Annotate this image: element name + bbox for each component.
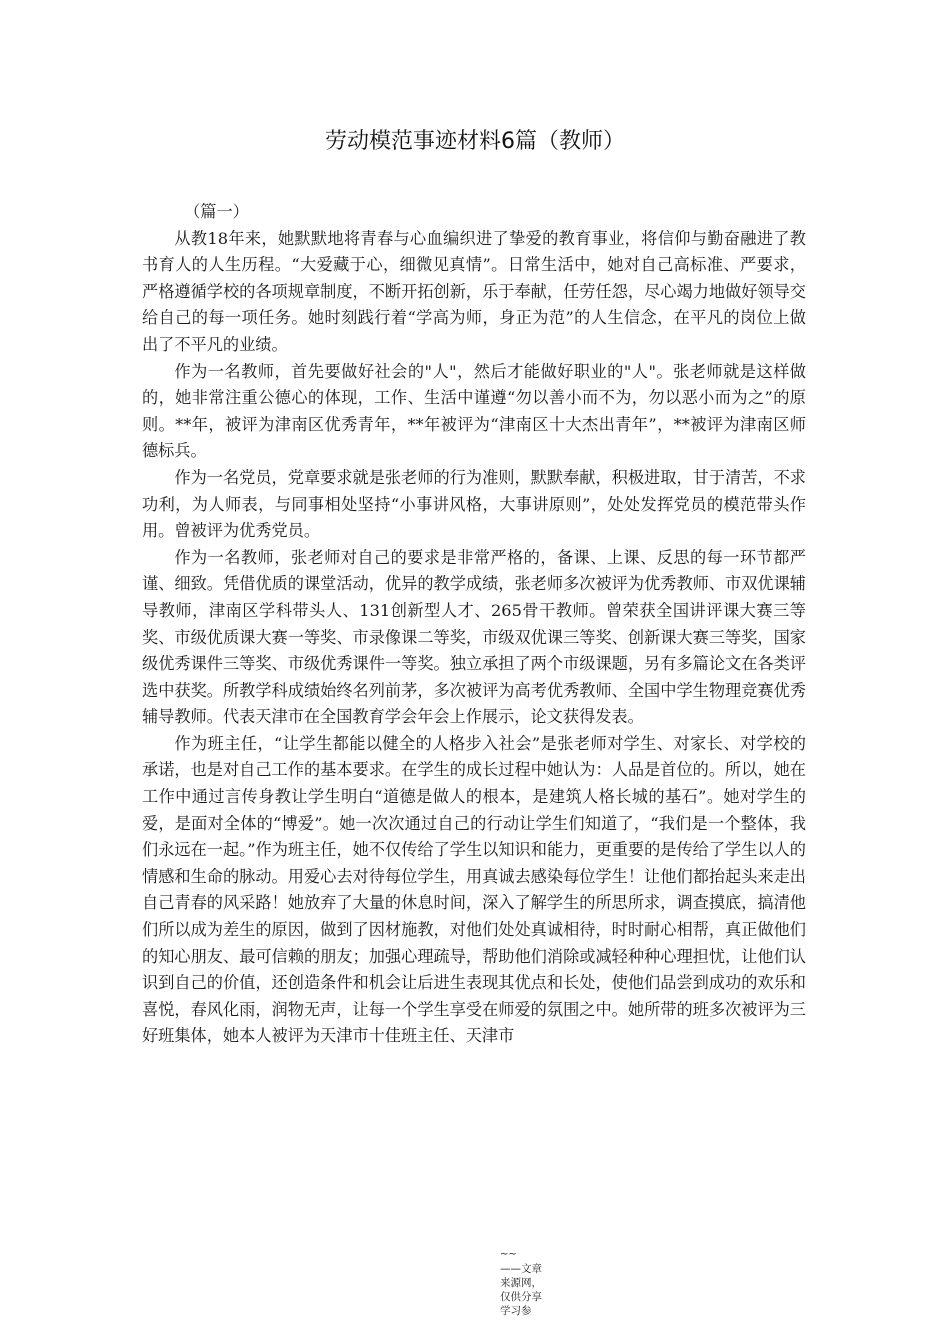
paragraph-5: 作为班主任，“让学生都能以健全的人格步入社会”是张老师对学生、对家长、对学校的承诺，也是对自己工作的基本要求。在学生的成长过程中她认为：人品是首位的。所以，她在工作中通过言传身教让学生明白“道德是做人的根本，是建筑人格长城的基石”。她对学生的爱，是面对全体的“博爱”。她一次次通过自己的行动让学生们知道了，“我们是一个整体，我们永远在一起。”作为班主任，她不仅传给了学生以知识和能力，更重要的是传给了学生以人的情感和生命的脉动。用爱心去对待每位学生，用真诚去感染每位学生！让他们都抬起头来走出自己青春的风采路！她放弃了大量的休息时间，深入了解学生的所思所求，调查摸底，搞清他们所以成为差生的原因，做到了因材施教，对他们处处真诚相待，时时耐心相帮，真正做他们的知心朋友、最可信赖的朋友；加强心理疏导，帮助他们消除或减轻种种心理担忧，让他们认识到自己的价值，还创造条件和机会让后进生表现其优点和长处，使他们品尝到成功的欢乐和喜悦，春风化雨，润物无声，让每一个学生享受在师爱的氛围之中。她所带的班多次被评为三好班集体，她本人被评为天津市十佳班主任、天津市	[142, 733, 806, 1046]
footer-note	[500, 1248, 550, 1318]
section-label: （篇一）	[184, 202, 249, 221]
paragraph-3: 作为一名党员，党章要求就是张老师的行为准则，默默奉献，积极进取，甘于清苦，不求功利，为人师表，与同事相处坚持“小事讲风格，大事讲原则”，处处发挥党员的模范带头作用。曾被评为优秀党员。	[142, 467, 806, 541]
paragraph-2: 作为一名教师，首先要做好社会的"人"，然后才能做好职业的"人"。张老师就是这样做的，她非常注重公德心的体现，工作、生活中谨遵“勿以善小而不为，勿以恶小而为之”的原则。**年，被评为津南区优秀青年，**年被评为“津南区十大杰出青年”，**被评为津南区师德标兵。	[142, 361, 806, 461]
paragraph-4: 作为一名教师，张老师对自己的要求是非常严格的，备课、上课、反思的每一环节都严谨、细致。凭借优质的课堂活动，优异的教学成绩，张老师多次被评为优秀教师、市双优课辅导教师，津南区学科带头人、131创新型人才、265骨干教师。曾荣获全国讲评课大赛三等奖、市级优质课大赛一等奖、市录像课二等奖，市级双优课三等奖、创新课大赛三等奖，国家级优秀课件三等奖、市级优秀课件一等奖。独立承担了两个市级课题，另有多篇论文在各类评选中获奖。所教学科成绩始终名列前茅，多次被评为高考优秀教师、全国中学生物理竞赛优秀辅导教师。代表天津市在全国教育学会年会上作展示，论文获得发表。	[142, 547, 806, 727]
document-title: 劳动模范事迹材料6篇（教师）	[325, 129, 625, 154]
document-body	[142, 199, 806, 1050]
footer-source-text: ——文章来源网，仅供分享学习参	[500, 1263, 542, 1317]
footer-tilde: ~~	[500, 1249, 517, 1260]
paragraph-1: 从教18年来，她默默地将青春与心血编织进了挚爱的教育事业，将信仰与勤奋融进了教书育人的人生历程。“大爱藏于心，细微见真情”。日常生活中，她对自己高标准、严要求，严格遵循学校的各项规章制度，不断开拓创新，乐于奉献，任劳任怨，尽心竭力地做好领导交给自己的每一项任务。她时刻践行着“学高为师，身正为范”的人生信念，在平凡的岗位上做出了不平凡的业绩。	[142, 228, 806, 354]
